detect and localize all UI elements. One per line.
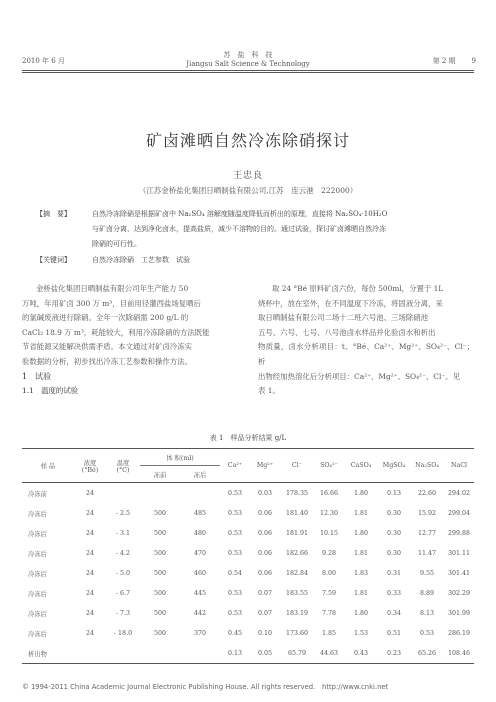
table-cell: 1.83	[353, 569, 369, 577]
table-cell: 冷冻后	[28, 550, 47, 558]
table-cell: 冷冻前	[28, 490, 47, 498]
col-header-vol-before: 冻前	[153, 471, 167, 479]
article-affiliation: （江苏金桥盐化集团日晒制盐有限公司,江苏 连云港 222000）	[138, 186, 358, 195]
col-header-volume: 体 积(ml)	[140, 449, 220, 466]
table-cell: 冷冻后	[28, 570, 47, 578]
table-cell: 181.91	[285, 529, 309, 537]
table-cell: 299.88	[447, 529, 471, 537]
body-line: 五号、六号、七号、八号池卤水样品并化验卤水和析出	[258, 327, 436, 337]
table-cell: 冷冻后	[28, 530, 47, 538]
body-right-column	[258, 282, 474, 399]
col-header-ca: Ca²⁺	[227, 462, 243, 469]
table-cell: - 4.2	[115, 549, 131, 557]
abstract-line: 除硝的可行性。	[92, 240, 141, 248]
table-cell: 0.30	[386, 529, 402, 537]
abstract	[36, 207, 482, 253]
table-cell: 0.05	[257, 649, 273, 657]
table-cell: 冷冻后	[28, 590, 47, 598]
table-row	[22, 563, 474, 583]
table-cell: 0.13	[386, 489, 402, 497]
header-page: 9	[471, 57, 476, 65]
journal-name-en: Jiangsu Salt Science & Technology	[186, 60, 310, 68]
table-cell	[140, 483, 180, 504]
table-cell: - 6.7	[115, 589, 131, 597]
table-cell: 0.10	[257, 629, 273, 637]
table-cell: 0.07	[257, 589, 273, 597]
table-cell: 301.11	[447, 549, 471, 557]
body-left-column	[22, 282, 242, 399]
table-cell: 24	[85, 629, 94, 637]
table-cell	[106, 643, 140, 664]
header-issue: 第 2 期	[432, 57, 456, 65]
table-cell: 182.66	[285, 549, 309, 557]
table-cell: 500	[153, 569, 167, 577]
table-cell: 0.53	[227, 589, 243, 597]
table-cell: 0.03	[257, 489, 273, 497]
table-cell: 0.34	[386, 609, 402, 617]
table-cell: 500	[153, 509, 167, 517]
subsection-heading: 1.1 温度的试验	[22, 386, 79, 396]
table-cell: 480	[193, 529, 207, 537]
table-cell: - 7.3	[115, 609, 131, 617]
table-cell: 0.51	[386, 629, 402, 637]
table-cell: 24	[85, 529, 94, 537]
table-cell: 24	[85, 569, 94, 577]
header-rule-bottom	[22, 72, 474, 73]
table-cell: 500	[153, 549, 167, 557]
table-cell: 44.63	[319, 649, 339, 657]
body-line: 验数据的分析，初步找出冷冻工艺参数和操作方法。	[22, 356, 192, 366]
table-cell: 24	[85, 509, 94, 517]
header-date: 2010 年 6 月	[22, 57, 65, 65]
table-cell: - 5.0	[115, 569, 131, 577]
table-cell: 16.66	[319, 489, 339, 497]
table-cell: 0.53	[227, 529, 243, 537]
table-cell: 183.19	[285, 609, 309, 617]
col-header-mg: Mg²⁺	[256, 462, 274, 469]
table-row	[22, 643, 474, 664]
table-cell: 8.13	[419, 609, 435, 617]
col-header-so4: SO₄²⁻	[320, 462, 338, 469]
table-cell: 7.59	[321, 589, 337, 597]
table-cell: 1.53	[353, 629, 369, 637]
table-cell: 65.79	[287, 649, 307, 657]
table-cell: 10.15	[319, 529, 339, 537]
table-cell: 0.13	[227, 649, 243, 657]
table-cell: 1.80	[353, 609, 369, 617]
table-cell: 301.41	[447, 569, 471, 577]
table-cell	[180, 643, 220, 664]
abstract-label: 【摘 要】	[36, 210, 71, 218]
table-cell: 24	[85, 489, 94, 497]
journal-name	[0, 51, 496, 69]
table-cell: 0.54	[227, 569, 243, 577]
body-line: 取日晒制盐有限公司二场十二班六号池、三场除硝池	[258, 313, 428, 323]
table-cell: 181.40	[285, 509, 309, 517]
journal-name-cn: 苏 盐 科 技	[223, 51, 273, 59]
article-author: 王忠良	[232, 171, 263, 181]
table-cell: 8.00	[321, 569, 337, 577]
table-cell	[140, 643, 180, 664]
col-header-caso4: CaSO₄	[350, 462, 372, 469]
table-cell: 0.30	[386, 549, 402, 557]
table-cell: 冷冻后	[28, 630, 47, 638]
section-heading: 1 试验	[22, 371, 52, 381]
abstract-text	[92, 207, 482, 252]
table-cell: 9.55	[419, 569, 435, 577]
body-line: 的氯碱废液进行除硝。全年一次除硝需 200 g/L 的	[22, 313, 189, 323]
table-cell: 294.02	[447, 489, 471, 497]
table-cell: 370	[193, 629, 207, 637]
table-row	[22, 543, 474, 563]
table-cell: 12.77	[417, 529, 437, 537]
article-title: 矿卤滩晒自然冷冻除硝探讨	[145, 131, 350, 150]
table-row	[22, 603, 474, 623]
table-cell: 24	[85, 609, 94, 617]
table-cell: 302.29	[447, 589, 471, 597]
table-cell: 178.35	[285, 489, 309, 497]
table-cell: 0.53	[227, 509, 243, 517]
table-cell: 0.53	[419, 629, 435, 637]
keywords-text: 自然冷冻除硝 工艺参数 试验	[92, 256, 190, 264]
table-cell: 11.47	[417, 549, 437, 557]
table-cell: 0.43	[353, 649, 369, 657]
table-cell: 182.84	[285, 569, 309, 577]
table-cell: 0.53	[227, 549, 243, 557]
table-cell: 1.81	[353, 549, 369, 557]
body-line: 物质量，卤水分析项目：t、°Bé、Ca²⁺、Mg²⁺、SO₄²⁻、Cl⁻；析	[258, 342, 474, 366]
table-cell: 286.19	[447, 629, 471, 637]
table-cell: 0.53	[227, 489, 243, 497]
table-cell: - 3.1	[115, 529, 131, 537]
table-cell: 15.92	[417, 509, 437, 517]
header-issue-page	[433, 56, 476, 66]
table-body	[22, 483, 474, 664]
table-row	[22, 623, 474, 643]
table-row	[22, 503, 474, 523]
table-cell: 500	[153, 529, 167, 537]
table-cell: 8.89	[419, 589, 435, 597]
table-caption: 表 1 样品分析结果 g/L	[209, 434, 287, 442]
table-cell: 冷冻后	[28, 510, 47, 518]
table-cell: 0.23	[386, 649, 402, 657]
col-header-mgso4: MgSO₄	[382, 462, 406, 469]
table-cell: 24	[85, 549, 94, 557]
table-cell: 173.60	[285, 629, 309, 637]
col-header-nacl: NaCl	[450, 462, 468, 469]
table-cell: 445	[193, 589, 207, 597]
abstract-line: 与矿卤分离，达到净化卤水，提高盐质，减少不溶物的目的。通过试验，探讨矿卤滩晒自然冷冻	[92, 225, 386, 233]
table-row	[22, 583, 474, 603]
col-header-sample: 样 品	[40, 463, 56, 470]
col-header-na2so4: Na₂SO₄	[415, 462, 439, 469]
table-cell: 7.78	[321, 609, 337, 617]
body-line: 金桥盐化集团日晒制盐有限公司年生产能力 50	[36, 284, 189, 293]
table-cell: 500	[153, 589, 167, 597]
table-cell: 0.06	[257, 509, 273, 517]
table-row	[22, 523, 474, 543]
table-cell	[180, 483, 220, 504]
table-cell	[106, 483, 140, 504]
table-cell: 500	[153, 609, 167, 617]
header-rule-top	[22, 70, 474, 71]
table-cell: 1.80	[353, 529, 369, 537]
table-cell: 冷冻后	[28, 610, 47, 618]
table-cell: - 2.5	[115, 509, 131, 517]
table-cell: 12.30	[319, 509, 339, 517]
table-cell: 0.45	[227, 629, 243, 637]
table-cell: 108.46	[447, 649, 471, 657]
table-cell: 183.55	[285, 589, 309, 597]
abstract-line: 自然冷冻除硝是根据矿卤中 Na₂SO₄ 溶解度随温度降低而析出的原理，直接将 Na₂SO₄·10H₂O	[92, 210, 388, 218]
table-cell: 460	[193, 569, 207, 577]
col-header-cl: Cl⁻	[291, 462, 303, 469]
body-line: 出物经加热溶化后分析项目：Ca²⁺、Mg²⁺、SO₄²⁻、Cl⁻。见	[258, 371, 460, 381]
table-cell: 24	[85, 589, 94, 597]
table-cell: 1.81	[353, 589, 369, 597]
table-cell: 65.26	[417, 649, 437, 657]
table-cell: 0.06	[257, 569, 273, 577]
results-table	[22, 448, 474, 664]
table-cell: 0.06	[257, 549, 273, 557]
table-cell: 1.80	[353, 489, 369, 497]
table-row	[22, 483, 474, 504]
body-line: 取 24 °Bé 原料矿卤六份，每份 500ml，分置于 1L	[272, 284, 444, 293]
table-cell: 470	[193, 549, 207, 557]
table-cell: 299.04	[447, 509, 471, 517]
table-cell: 0.31	[386, 569, 402, 577]
body-line: 节省能源又能解决供需矛盾。本文通过对矿卤冷冻实	[22, 342, 192, 352]
body-line: 表 1。	[258, 386, 280, 396]
table-cell: - 18.0	[113, 629, 133, 637]
table-cell: 301.99	[447, 609, 471, 617]
table-cell: 9.28	[321, 549, 337, 557]
table-cell: 0.33	[386, 589, 402, 597]
copyright-footer: © 1994-2011 China Academic Journal Electronic Publishing House. All rights reserved. http://www.cnki.net	[22, 683, 389, 691]
col-header-density: 浓度 (°Bé)	[81, 459, 99, 474]
body-line: CaCl₂ 18.9 万 m³，耗能较大，利用冷冻除硝的方法既能	[22, 327, 210, 337]
keywords	[36, 253, 482, 268]
col-header-vol-after: 冻后	[193, 471, 207, 479]
table-cell: 22.60	[417, 489, 437, 497]
col-header-temperature: 温度 (°C)	[116, 459, 130, 474]
body-line: 烧杯中，放在室外，在不同温度下冷冻，将固液分离，采	[258, 298, 443, 308]
table-cell: 0.07	[257, 609, 273, 617]
table-cell: 500	[153, 629, 167, 637]
keywords-label: 【关键词】	[36, 256, 71, 264]
table-cell: 析出物	[28, 650, 47, 658]
table-cell: 0.30	[386, 509, 402, 517]
body-line: 万吨，年用矿卤 300 万 m³，目前用径灌西盐场复晒后	[22, 298, 201, 308]
table-cell: 485	[193, 509, 207, 517]
table-cell: 1.85	[321, 629, 337, 637]
table-cell: 442	[193, 609, 207, 617]
table-cell	[74, 643, 106, 664]
table-cell: 0.06	[257, 529, 273, 537]
table-cell: 1.81	[353, 509, 369, 517]
table-cell: 0.53	[227, 609, 243, 617]
